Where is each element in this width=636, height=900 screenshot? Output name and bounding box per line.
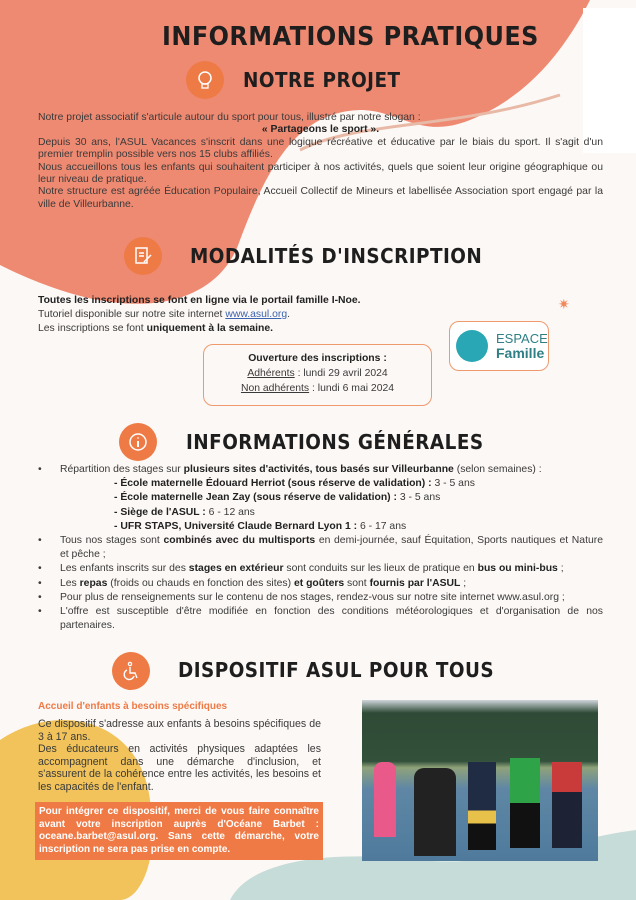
- b2-post: en demi-journée, sauf Équitation, Sports nautiques et Nature et pêche ;: [60, 535, 603, 561]
- page-title: INFORMATIONS PRATIQUES: [162, 22, 539, 52]
- general-info-list: [38, 463, 603, 633]
- b2-pre: Tous nos stages sont: [60, 535, 164, 547]
- section-heading-dispositif: DISPOSITIF ASUL POUR TOUS: [178, 658, 495, 682]
- dispositif-notice: Pour intégrer ce dispositif, merci de vous faire connaître avant votre inscription auprès d'Océane Barbet : oceane.barbet@asul.org. Sans cette démarche, votre inscription ne sera pas prise en compte.: [35, 802, 323, 860]
- projet-p3: Nous accueillons tous les enfants qui souhaitent participer à nos activités, quels que soient leur origine géographique ou leur niveau de pratique.: [38, 161, 603, 186]
- b4-mid2: sont: [344, 577, 370, 589]
- site-1: [38, 491, 603, 505]
- list-item: • Pour plus de renseignements sur le contenu de nos stages, rendez-vous sur notre site internet www.asul.org ;: [38, 591, 603, 605]
- site-age: 6 - 12 ans: [205, 506, 255, 518]
- cursor-click-icon: ✷: [558, 296, 570, 312]
- projet-p1: Notre projet associatif s'articule autour du sport pour tous, illustré par notre slogan :: [38, 112, 421, 123]
- non-members-value: : lundi 6 mai 2024: [309, 383, 395, 394]
- section-heading-modalites: MODALITÉS D'INSCRIPTION: [190, 244, 483, 268]
- espace-label: ESPACE: [496, 331, 548, 346]
- list-item: [38, 562, 603, 576]
- tutorial-text: Tutoriel disponible sur notre site internet: [38, 309, 226, 320]
- site-age: 6 - 17 ans: [357, 520, 407, 532]
- site-age: 3 - 5 ans: [396, 492, 441, 504]
- b3-bold2: bus ou mini-bus: [477, 563, 558, 575]
- site-3: [38, 520, 603, 534]
- non-members-label: Non adhérents: [240, 383, 310, 394]
- members-label: Adhérents: [247, 368, 295, 379]
- asul-website-link[interactable]: www.asul.org: [225, 309, 288, 320]
- espace-famille-badge[interactable]: [449, 321, 549, 371]
- b4-bold: repas: [79, 577, 108, 589]
- projet-p4: Notre structure est agréée Éducation Populaire, Accueil Collectif de Mineurs et labellisée Association sport engagé par la ville de Villeurbanne.: [38, 186, 603, 210]
- dispositif-p1: Ce dispositif s'adresse aux enfants à besoins spécifiques de 3 à 17 ans.: [38, 718, 321, 743]
- b3-pre: Les enfants inscrits sur des: [60, 563, 189, 575]
- line3-bold: uniquement à la semaine.: [146, 323, 274, 334]
- period: .: [287, 309, 291, 320]
- site-0: [38, 477, 603, 491]
- children-track-photo: [362, 700, 598, 861]
- projet-p2: Depuis 30 ans, l'ASUL Vacances s'inscrit dans une logique récréative et éducative par le biais du sport. Il s'agit d'un premier tremplin possible vers nos 15 clubs affiliés.: [38, 136, 603, 161]
- b4-post: ;: [460, 577, 467, 589]
- info-icon: [119, 423, 157, 461]
- non-members-date: [204, 381, 431, 396]
- members-date: [204, 366, 431, 381]
- form-pen-icon: [124, 237, 162, 275]
- dispositif-p2: Des éducateurs en activités physiques adaptées les accompagnent dans une démarche d'inclusion, et s'assurent de la cohérence entre les activités, les besoins et les capacités de l'enfant.: [38, 743, 321, 793]
- b2-bold: combinés avec du multisports: [163, 535, 316, 547]
- dispositif-subheading: Accueil d'enfants à besoins spécifiques: [38, 701, 228, 712]
- b3-bold: stages en extérieur: [188, 563, 284, 575]
- b4-bold3: fournis par l'ASUL: [369, 577, 461, 589]
- list-item: • L'offre est susceptible d'être modifiée en fonction des conditions météorologiques et d'organisation de nos partenaires.: [38, 605, 603, 633]
- line3-text: Les inscriptions se font: [38, 323, 147, 334]
- site-name: - École maternelle Édouard Herriot (sous réserve de validation) :: [114, 478, 432, 490]
- b1-bold: plusieurs sites d'activités, tous basés sur Villeurbanne: [183, 464, 454, 475]
- section-heading-generales: INFORMATIONS GÉNÉRALES: [186, 430, 484, 454]
- box-title: Ouverture des inscriptions :: [248, 353, 387, 364]
- projet-text: [38, 112, 603, 211]
- site-name: - UFR STAPS, Université Claude Bernard Lyon 1 :: [114, 520, 358, 532]
- list-item: [38, 534, 603, 562]
- section-heading-projet: NOTRE PROJET: [243, 68, 401, 92]
- site-name: - Siège de l'ASUL :: [114, 506, 206, 518]
- registration-dates-box: [203, 344, 432, 406]
- list-item: [38, 577, 603, 591]
- family-icon: [456, 330, 488, 362]
- b1-pre: Répartition des stages sur: [60, 464, 184, 475]
- modalites-text: [38, 294, 458, 336]
- dispositif-text: [38, 718, 321, 794]
- site-2: [38, 506, 603, 520]
- b4-bold2: et goûters: [293, 577, 345, 589]
- b4-pre: Les: [60, 577, 80, 589]
- modalites-line1: Toutes les inscriptions se font en ligne via le portail famille I-Noe.: [38, 295, 361, 306]
- wheelchair-icon: [112, 652, 150, 690]
- list-item: [38, 463, 603, 477]
- modalites-line2: [38, 308, 458, 322]
- members-value: : lundi 29 avril 2024: [294, 368, 388, 379]
- b3-mid: sont conduits sur les lieux de pratique en: [283, 563, 478, 575]
- b4-mid: (froids ou chauds en fonction des sites): [107, 577, 294, 589]
- slogan: « Partageons le sport ».: [261, 124, 380, 136]
- modalites-line3: [38, 322, 458, 336]
- site-age: 3 - 5 ans: [431, 478, 475, 490]
- b1-post: (selon semaines) :: [453, 464, 542, 475]
- famille-label: Famille: [496, 345, 545, 361]
- brain-lightbulb-icon: [186, 61, 224, 99]
- site-name: - École maternelle Jean Zay (sous réserve de validation) :: [114, 492, 397, 504]
- b3-post: ;: [557, 563, 564, 575]
